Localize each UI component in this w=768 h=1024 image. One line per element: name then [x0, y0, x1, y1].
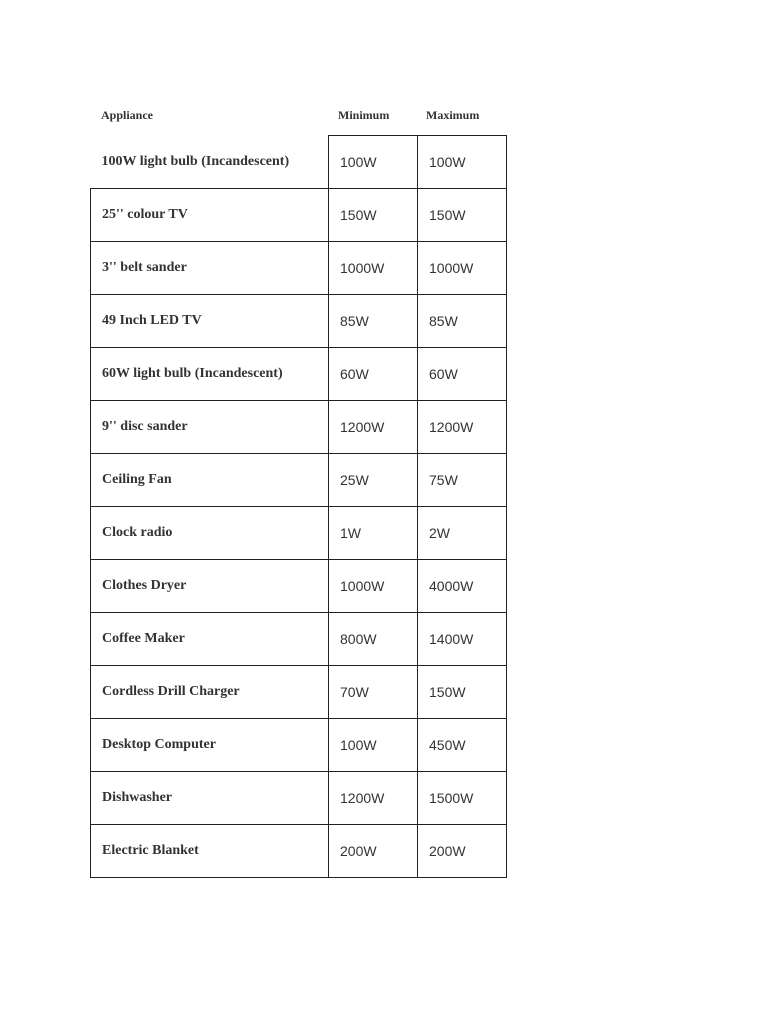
- maximum-cell: 200W: [418, 825, 507, 878]
- maximum-cell: 75W: [418, 454, 507, 507]
- minimum-cell: 150W: [329, 189, 418, 242]
- appliance-cell: Clothes Dryer: [91, 560, 329, 613]
- maximum-cell: 150W: [418, 189, 507, 242]
- header-appliance: Appliance: [101, 108, 154, 122]
- minimum-cell: 1200W: [329, 401, 418, 454]
- maximum-cell: 1400W: [418, 613, 507, 666]
- minimum-cell: 800W: [329, 613, 418, 666]
- appliance-cell: 9'' disc sander: [91, 401, 329, 454]
- table-row: [91, 295, 507, 348]
- table-row: [91, 189, 507, 242]
- appliance-cell: 60W light bulb (Incandescent): [91, 348, 329, 401]
- table-row: [91, 348, 507, 401]
- minimum-cell: 1W: [329, 507, 418, 560]
- appliance-cell: Clock radio: [91, 507, 329, 560]
- minimum-cell: 1200W: [329, 772, 418, 825]
- minimum-cell: 85W: [329, 295, 418, 348]
- table-body: [91, 136, 507, 878]
- minimum-cell: 70W: [329, 666, 418, 719]
- table-row: [91, 613, 507, 666]
- minimum-cell: 200W: [329, 825, 418, 878]
- appliance-cell: Desktop Computer: [91, 719, 329, 772]
- header-minimum: Minimum: [338, 108, 390, 122]
- table-row: [91, 825, 507, 878]
- maximum-cell: 1000W: [418, 242, 507, 295]
- appliance-cell: 49 Inch LED TV: [91, 295, 329, 348]
- maximum-cell: 4000W: [418, 560, 507, 613]
- table-header: [90, 100, 506, 132]
- appliance-cell: 25'' colour TV: [91, 189, 329, 242]
- appliance-cell: Cordless Drill Charger: [91, 666, 329, 719]
- minimum-cell: 100W: [329, 719, 418, 772]
- minimum-cell: 1000W: [329, 242, 418, 295]
- minimum-cell: 60W: [329, 348, 418, 401]
- minimum-cell: 1000W: [329, 560, 418, 613]
- appliance-cell: 100W light bulb (Incandescent): [91, 136, 329, 189]
- table-row: [91, 772, 507, 825]
- appliance-cell: Dishwasher: [91, 772, 329, 825]
- table-row: [91, 666, 507, 719]
- minimum-cell: 25W: [329, 454, 418, 507]
- maximum-cell: 100W: [418, 136, 507, 189]
- minimum-cell: 100W: [329, 136, 418, 189]
- maximum-cell: 1500W: [418, 772, 507, 825]
- appliance-cell: 3'' belt sander: [91, 242, 329, 295]
- appliance-cell: Electric Blanket: [91, 825, 329, 878]
- appliance-power-table: [90, 135, 507, 878]
- table-row: [91, 560, 507, 613]
- table-row: [91, 401, 507, 454]
- table-row: [91, 136, 507, 189]
- table-row: [91, 719, 507, 772]
- maximum-cell: 1200W: [418, 401, 507, 454]
- appliance-cell: Ceiling Fan: [91, 454, 329, 507]
- maximum-cell: 150W: [418, 666, 507, 719]
- maximum-cell: 60W: [418, 348, 507, 401]
- appliance-cell: Coffee Maker: [91, 613, 329, 666]
- maximum-cell: 450W: [418, 719, 507, 772]
- table-row: [91, 454, 507, 507]
- table-row: [91, 242, 507, 295]
- maximum-cell: 2W: [418, 507, 507, 560]
- table-row: [91, 507, 507, 560]
- header-maximum: Maximum: [426, 108, 480, 122]
- maximum-cell: 85W: [418, 295, 507, 348]
